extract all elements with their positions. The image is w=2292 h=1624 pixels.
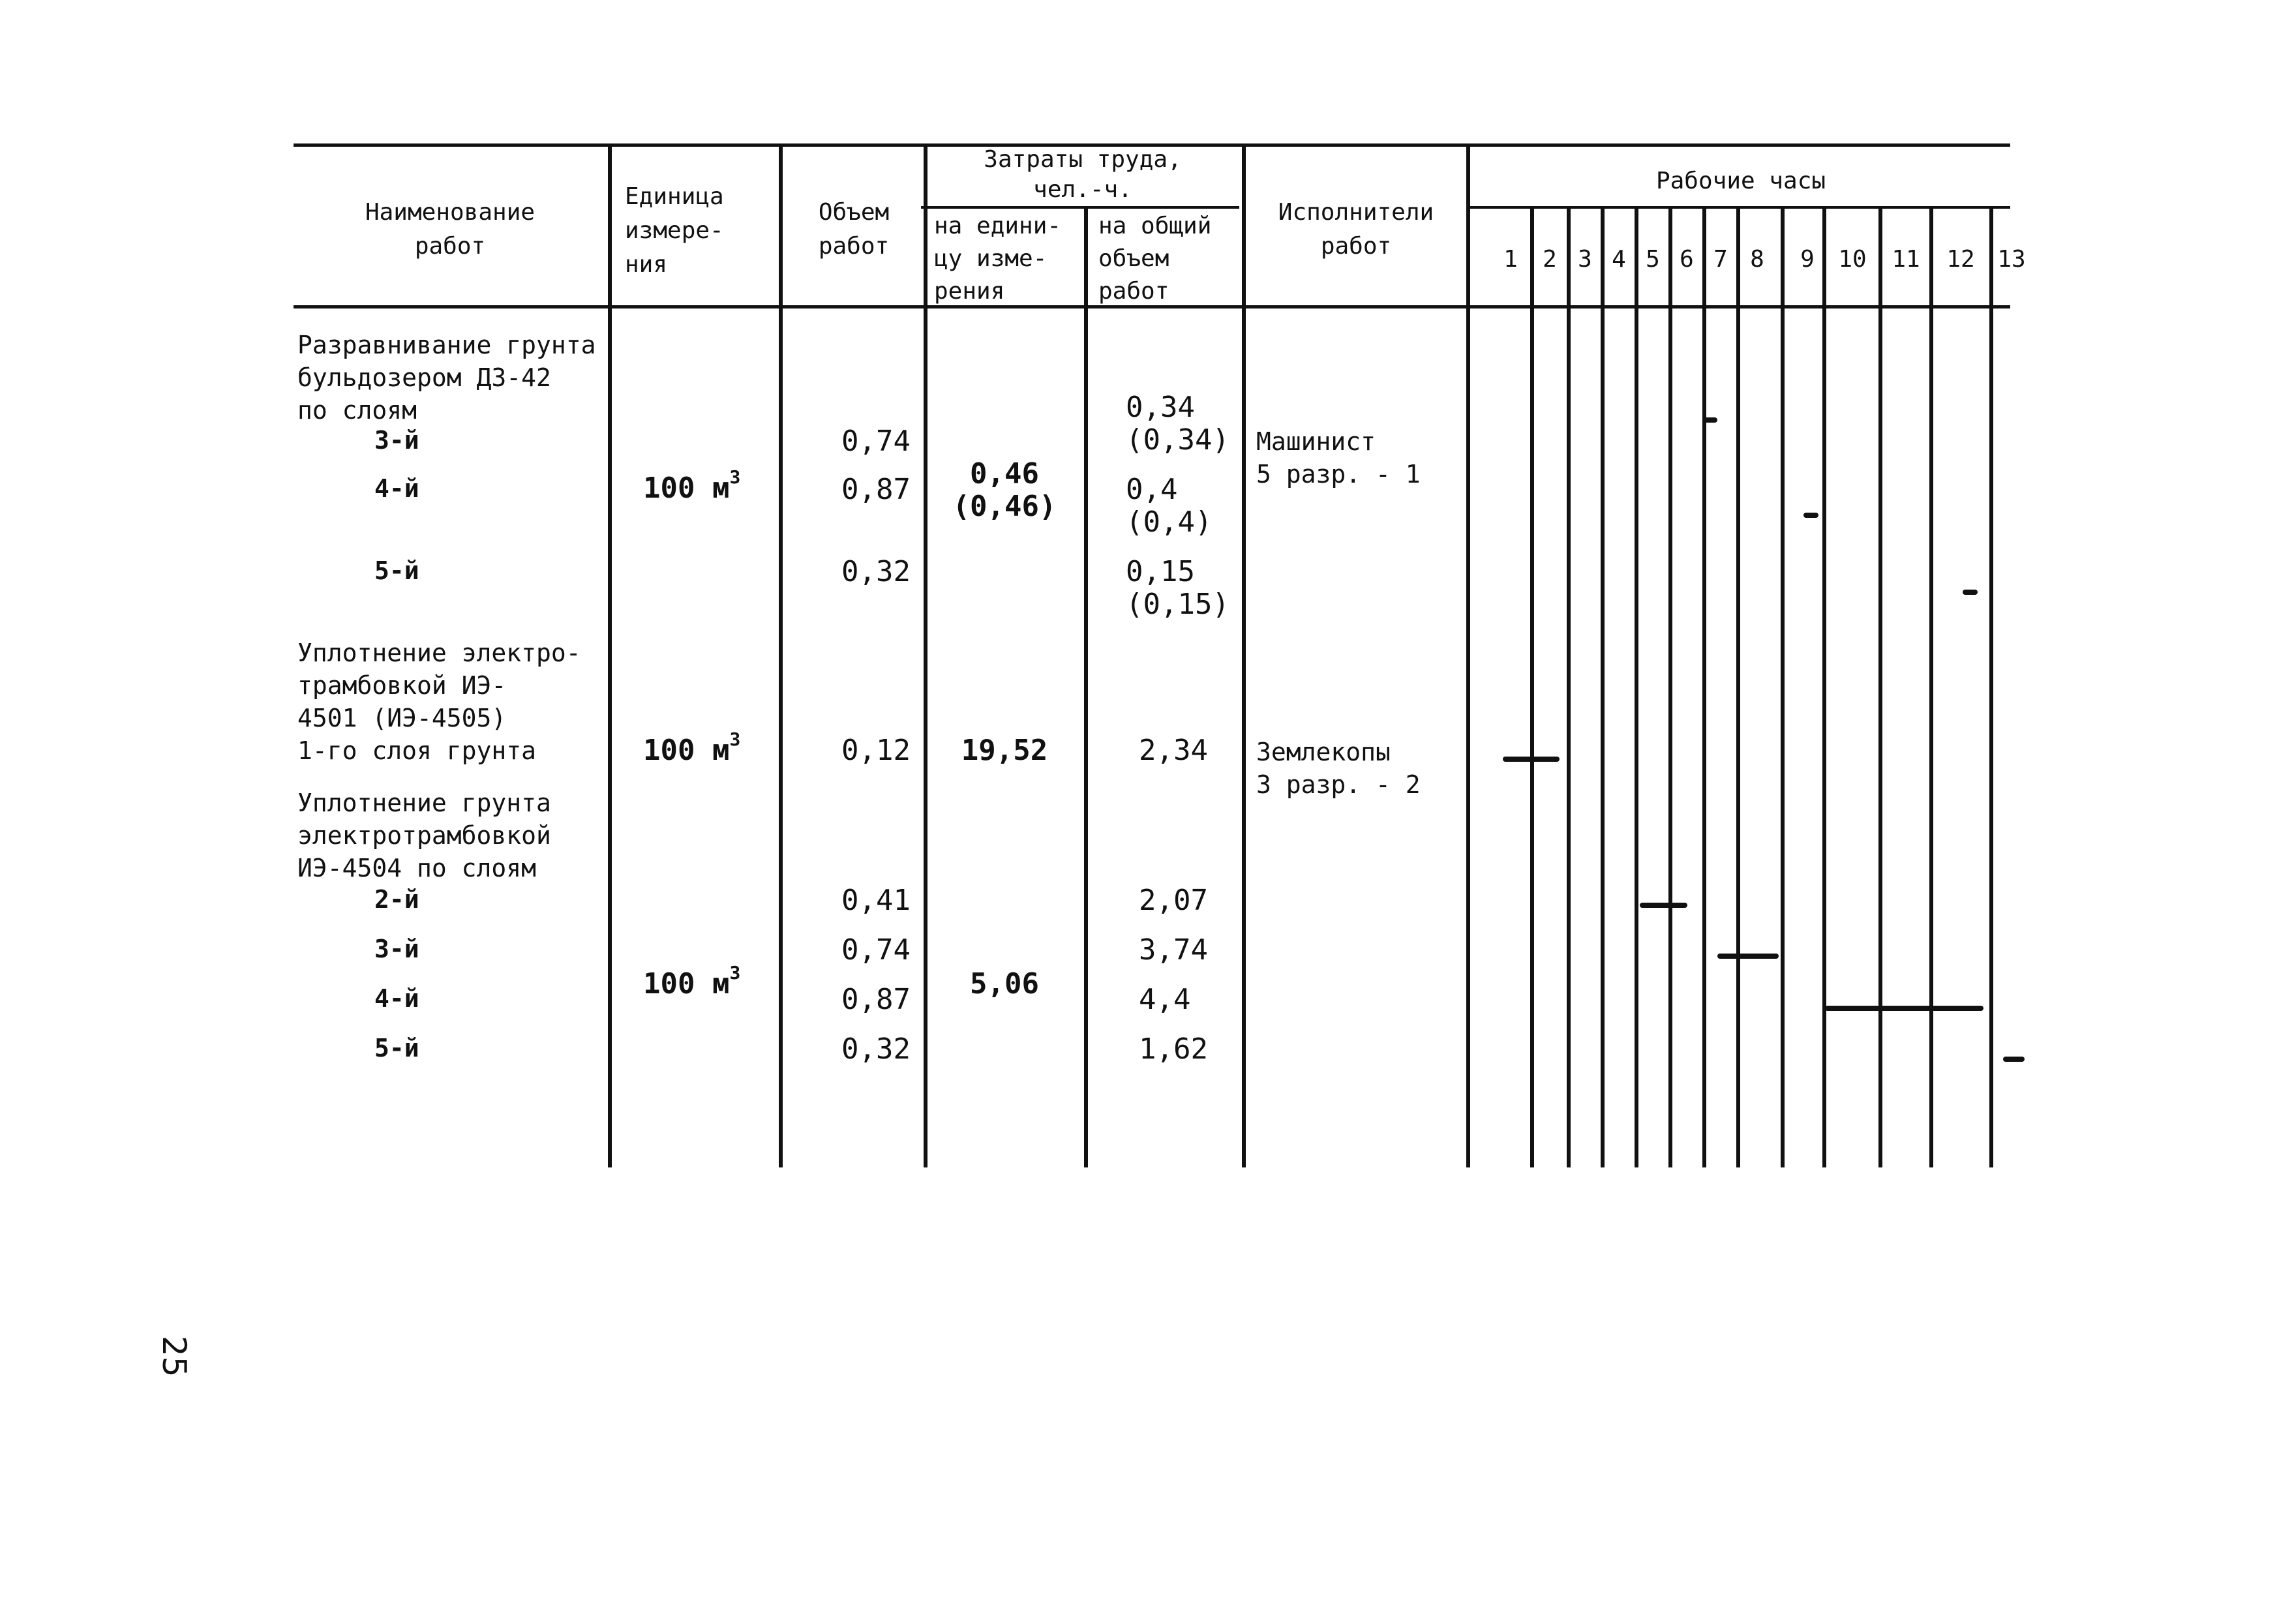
column-rule <box>1242 143 1246 1167</box>
page-number: 25 <box>155 1336 193 1377</box>
hour-label: 11 <box>1892 246 1920 273</box>
labor-total-line: (0,34) <box>1126 423 1229 457</box>
labor-subheader-rule <box>921 206 1239 209</box>
labor-total <box>1126 474 1212 539</box>
schedule-bar <box>1717 954 1778 959</box>
volume-value: 0,74 <box>841 425 911 458</box>
section-title-line: бульдозером ДЗ-42 <box>297 363 551 392</box>
hour-column-rule <box>1878 207 1882 1167</box>
labor-total-line: 0,34 <box>1126 391 1195 424</box>
section-title-line: по слоям <box>297 396 417 425</box>
volume-value: 0,41 <box>841 884 911 917</box>
volume-value: 0,12 <box>841 734 911 767</box>
hour-label: 1 <box>1503 246 1518 273</box>
executor <box>1256 425 1421 490</box>
volume-value: 0,87 <box>841 983 911 1016</box>
labor-total-line: 0,4 <box>1126 473 1178 506</box>
header-hours-title: Рабочие часы <box>1655 168 1826 194</box>
hour-column-rule <box>1635 207 1638 1167</box>
layer-label: 3-й <box>374 935 419 963</box>
hour-column-rule <box>1567 207 1571 1167</box>
section-title-line: электротрамбовкой <box>297 821 551 850</box>
hour-column-rule <box>1702 207 1706 1167</box>
header-labor-title-line: Затраты труда, <box>984 146 1182 173</box>
header-labor-unit <box>934 210 1061 308</box>
labor-per-unit: 5,06 <box>970 967 1039 1000</box>
schedule-bar <box>1640 903 1687 908</box>
header-labor-unit-line: на едини- <box>934 213 1062 239</box>
hour-column-rule <box>1668 207 1672 1167</box>
schedule-bar <box>2003 1057 2025 1062</box>
labor-total <box>1126 556 1229 621</box>
executor-line: 5 разр. - 1 <box>1256 460 1421 489</box>
volume-value: 0,74 <box>841 933 911 967</box>
hour-column-rule <box>1989 207 1993 1167</box>
volume-value: 0,32 <box>841 555 911 588</box>
layer-label: 5-й <box>374 556 419 585</box>
schedule-bar <box>1803 513 1818 518</box>
header-name <box>300 196 600 263</box>
hour-column-rule <box>1929 207 1933 1167</box>
labor-per-unit-line: 0,46 <box>970 457 1039 490</box>
section-title-line: 1-го слоя грунта <box>297 736 537 765</box>
unit-text: 100 м <box>643 472 730 505</box>
labor-total: 3,74 <box>1139 933 1208 967</box>
hour-column-rule <box>1601 207 1605 1167</box>
labor-total: 2,07 <box>1139 884 1208 917</box>
schedule-bar <box>1825 1006 1983 1011</box>
schedule-bar <box>1702 417 1717 423</box>
unit-text: 100 м <box>643 967 730 1000</box>
header-volume <box>787 196 921 263</box>
unit-exponent: 3 <box>729 729 741 750</box>
layer-label: 2-й <box>374 885 419 914</box>
hour-column-rule <box>1822 207 1826 1167</box>
unit-value <box>643 962 741 1004</box>
section-title-line: 4501 (ИЭ-4505) <box>297 704 507 732</box>
header-name-line: работ <box>414 233 486 260</box>
section-title <box>297 637 581 767</box>
header-executors <box>1247 196 1465 263</box>
header-labor-total-line: объем <box>1098 245 1169 272</box>
section-title <box>297 329 596 427</box>
hour-label: 8 <box>1750 246 1764 273</box>
section-title-line: ИЭ-4504 по слоям <box>297 854 537 882</box>
hour-label: 4 <box>1612 246 1626 273</box>
labor-total-line: (0,4) <box>1126 505 1213 539</box>
header-executors-line: Исполнители <box>1278 199 1434 226</box>
section-title-line: Разравнивание грунта <box>297 331 596 359</box>
hour-label: 12 <box>1946 246 1975 273</box>
header-volume-line: работ <box>818 233 890 260</box>
header-labor-total-line: работ <box>1098 278 1169 305</box>
header-unit <box>625 180 724 282</box>
layer-label: 4-й <box>374 474 419 503</box>
executor-line: Машинист <box>1256 427 1376 456</box>
labor-total-line: 0,15 <box>1126 555 1195 588</box>
schedule-bar <box>1503 757 1560 762</box>
hour-label: 13 <box>1997 246 2026 273</box>
header-labor-title <box>926 145 1239 205</box>
header-executors-line: работ <box>1320 233 1392 260</box>
executor-line: Землекопы <box>1256 738 1391 766</box>
hour-column-rule <box>1530 207 1534 1167</box>
labor-total-line: (0,15) <box>1126 588 1229 621</box>
hour-column-rule <box>1781 207 1785 1167</box>
hour-label: 3 <box>1578 246 1592 273</box>
header-labor-total-line: на общий <box>1098 213 1212 239</box>
hour-column-rule <box>1736 207 1740 1167</box>
unit-text: 100 м <box>643 734 730 767</box>
unit-value <box>643 466 741 508</box>
header-labor-unit-line: цу изме- <box>934 245 1048 272</box>
column-rule <box>1466 143 1470 1167</box>
hour-label: 6 <box>1680 246 1694 273</box>
header-unit-line: Единица <box>625 183 724 210</box>
column-rule <box>608 143 612 1167</box>
hour-label: 5 <box>1646 246 1660 273</box>
executor <box>1256 736 1421 801</box>
hour-label: 10 <box>1838 246 1867 273</box>
header-labor-unit-line: рения <box>934 278 1005 305</box>
header-volume-line: Объем <box>818 199 890 226</box>
hour-label: 7 <box>1713 246 1728 273</box>
labor-total: 4,4 <box>1139 983 1191 1016</box>
section-title-line: Уплотнение электро- <box>297 639 581 667</box>
unit-exponent: 3 <box>729 962 741 984</box>
section-title-line: Уплотнение грунта <box>297 789 551 817</box>
unit-exponent: 3 <box>729 466 741 488</box>
volume-value: 0,32 <box>841 1032 911 1066</box>
labor-total <box>1126 391 1229 457</box>
volume-value: 0,87 <box>841 473 911 506</box>
header-unit-line: измере- <box>625 217 724 244</box>
header-labor-total <box>1098 210 1211 308</box>
column-rule <box>779 143 783 1167</box>
unit-value <box>643 729 741 770</box>
layer-label: 5-й <box>374 1034 419 1062</box>
hour-label: 2 <box>1543 246 1557 273</box>
labor-total: 2,34 <box>1139 734 1208 767</box>
header-name-line: Наименование <box>365 199 535 226</box>
column-rule <box>1084 207 1088 1167</box>
section-title <box>297 787 551 884</box>
header-unit-line: ния <box>625 251 668 278</box>
column-rule <box>924 143 927 1167</box>
executor-line: 3 разр. - 2 <box>1256 770 1421 799</box>
layer-label: 3-й <box>374 426 419 455</box>
header-labor-title-line: чел.-ч. <box>1033 176 1132 203</box>
labor-per-unit <box>939 458 1070 523</box>
schedule-bar <box>1963 590 1978 595</box>
labor-per-unit: 19,52 <box>961 734 1048 767</box>
labor-total: 1,62 <box>1139 1032 1208 1066</box>
section-title-line: трамбовкой ИЭ- <box>297 671 507 700</box>
hour-label: 9 <box>1800 246 1815 273</box>
layer-label: 4-й <box>374 984 419 1013</box>
labor-per-unit-line: (0,46) <box>952 490 1057 523</box>
